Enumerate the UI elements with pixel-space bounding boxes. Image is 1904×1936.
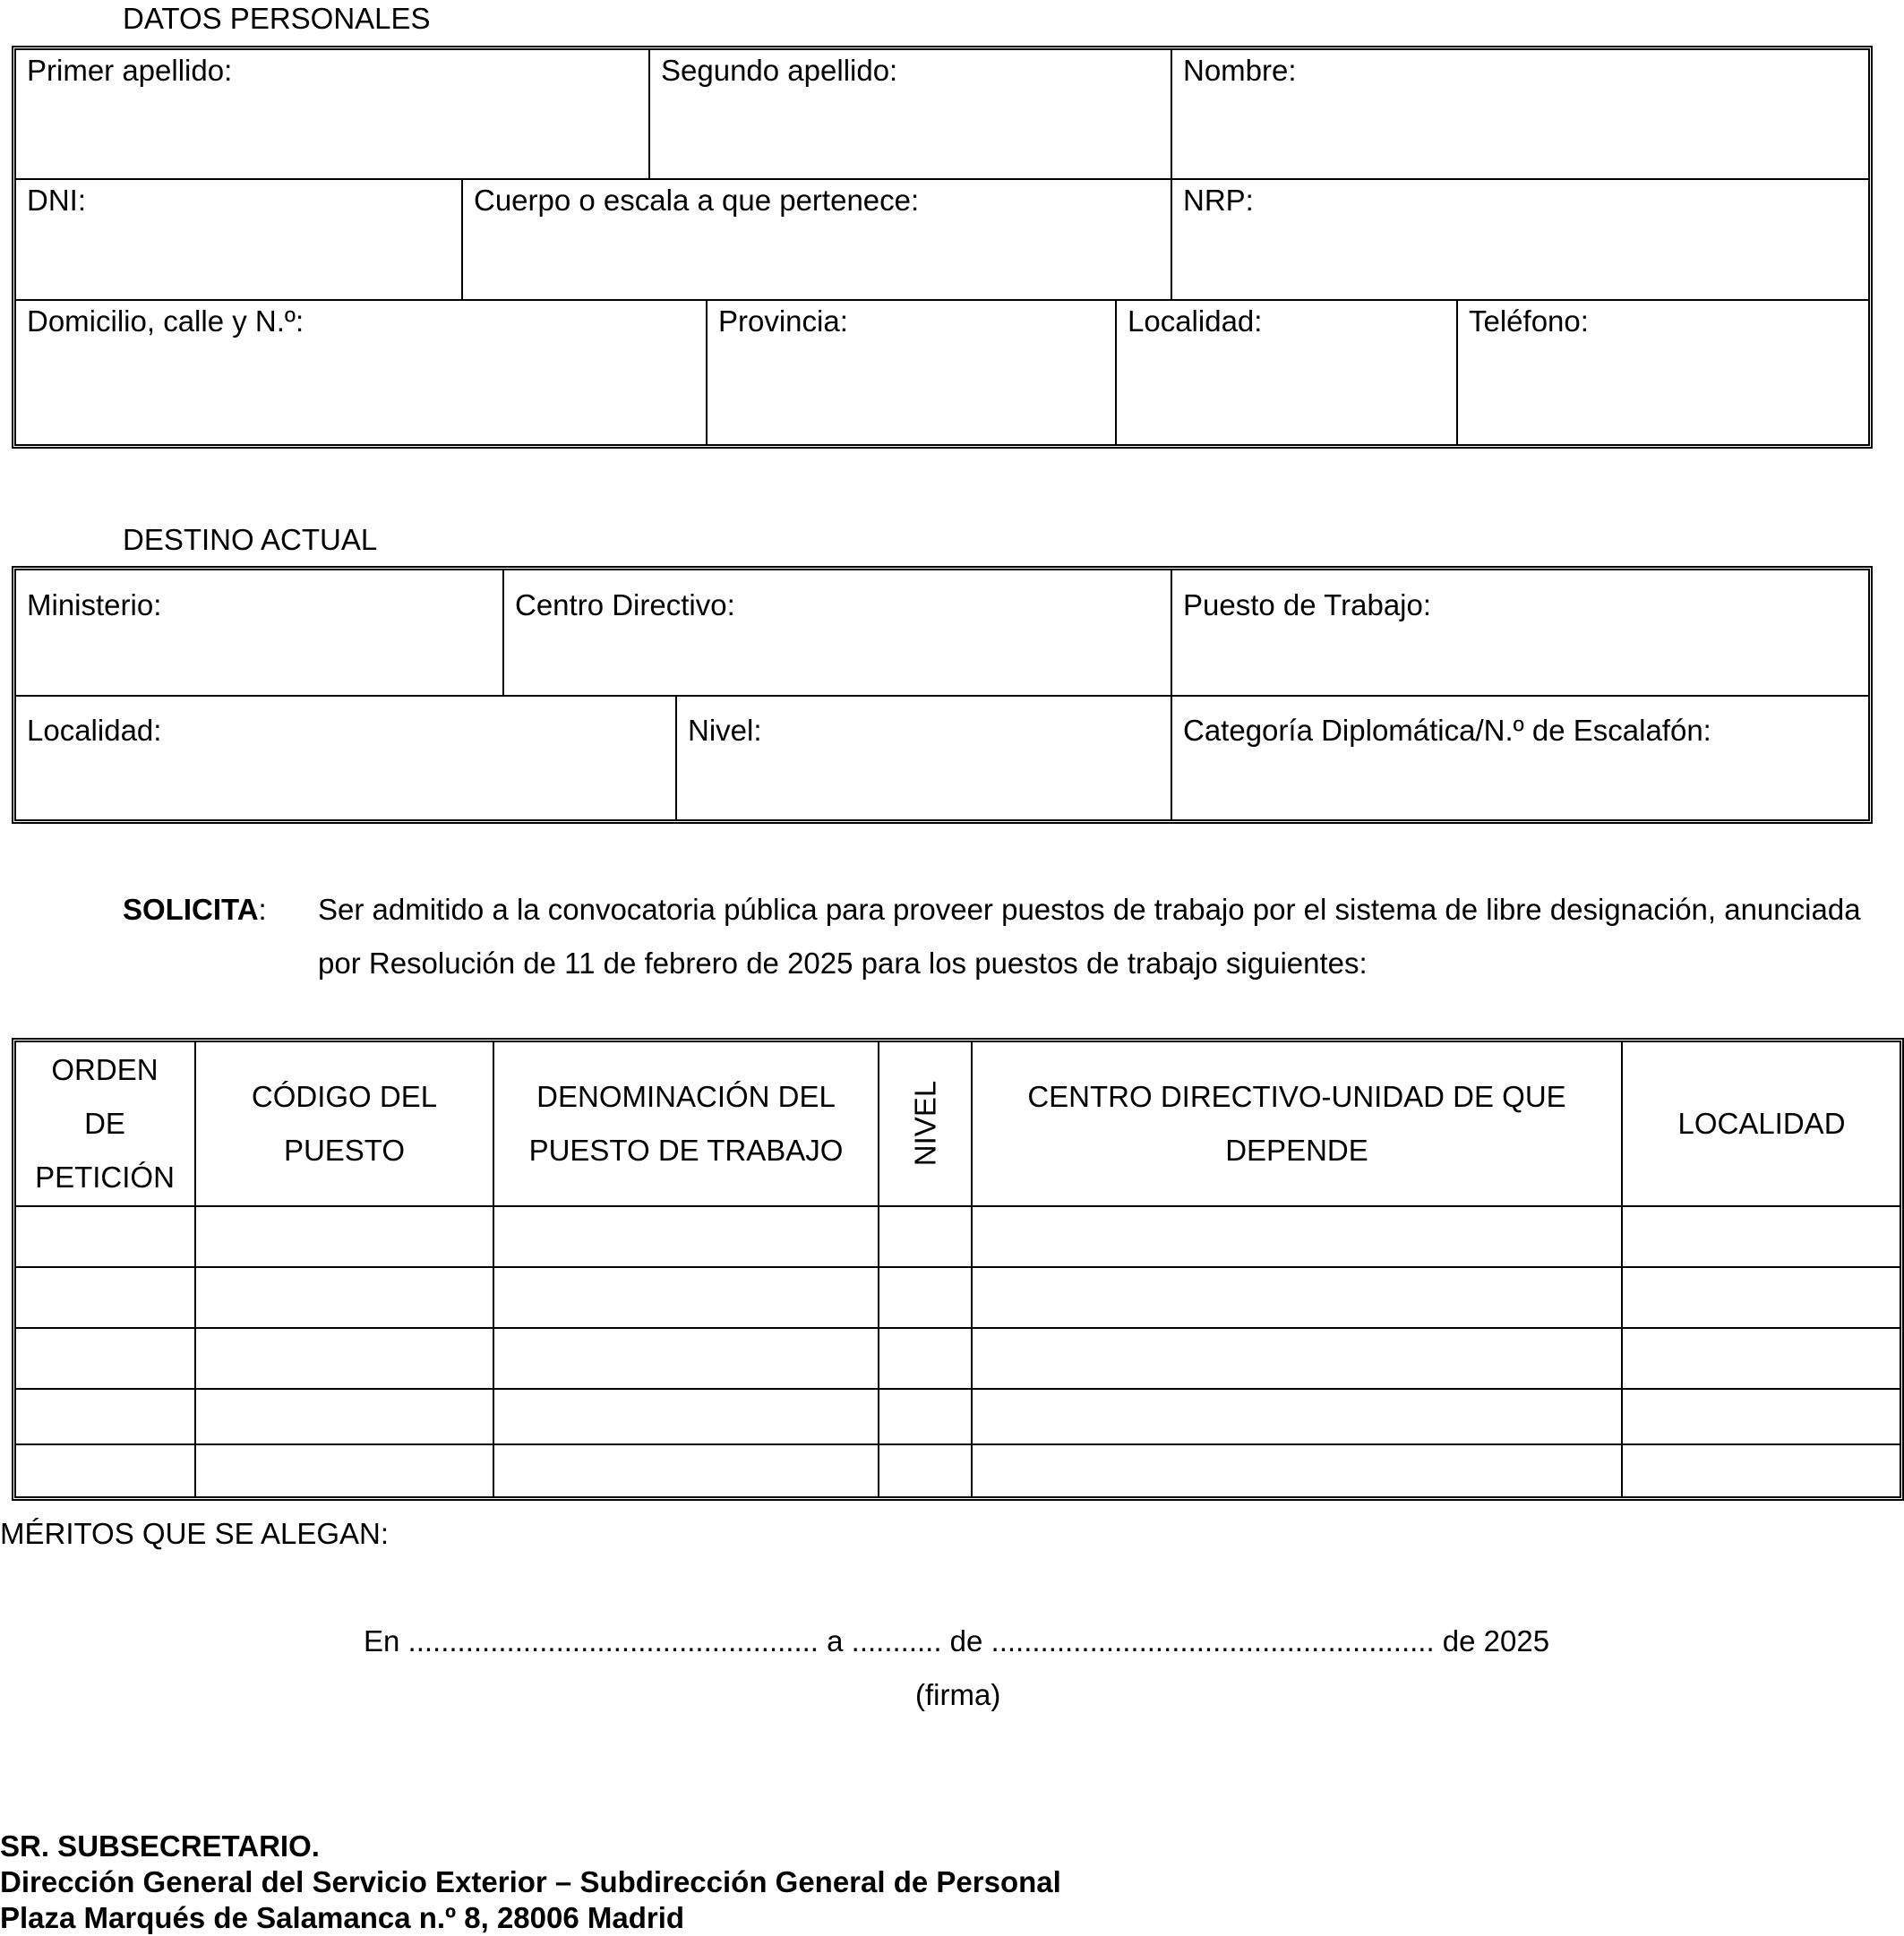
row-divider [15, 299, 1869, 301]
firma-label: (firma) [915, 1678, 1001, 1711]
destino-localidad-field[interactable]: Localidad: [27, 714, 162, 747]
col-divider [1115, 301, 1117, 445]
header-denominacion [494, 1041, 878, 1205]
header-nivel-cell [879, 1041, 971, 1205]
dni-field[interactable]: DNI: [27, 184, 86, 217]
header-nivel: NIVEL [908, 1080, 942, 1167]
solicita-line: por Resolución de 11 de febrero de 2025 para los puestos de trabajo siguientes: [318, 947, 1368, 980]
header-codigo-line: PUESTO [283, 1133, 406, 1167]
nivel-field[interactable]: Nivel: [688, 714, 762, 747]
table-row[interactable] [15, 1390, 1900, 1443]
col-divider [1171, 49, 1172, 178]
table-row[interactable] [15, 1268, 1900, 1327]
solicita-keyword: SOLICITA [123, 893, 259, 926]
solicita-label [123, 883, 267, 937]
header-codigo-line: CÓDIGO DEL [251, 1079, 438, 1113]
primer-apellido-field[interactable]: Primer apellido: [27, 54, 233, 87]
solicita-text [318, 883, 1876, 990]
footer-address [0, 1829, 1061, 1936]
header-centro-line: DEPENDE [1225, 1133, 1368, 1167]
header-centro-line: CENTRO DIRECTIVO-UNIDAD DE QUE [1027, 1079, 1566, 1113]
footer-line: Plaza Marqués de Salamanca n.º 8, 28006 Madrid [0, 1901, 685, 1934]
row-divider [15, 695, 1869, 697]
row-divider [15, 178, 1869, 180]
col-divider [1171, 570, 1172, 695]
ministerio-field[interactable]: Ministerio: [27, 588, 162, 621]
header-denominacion-line: PUESTO DE TRABAJO [528, 1133, 844, 1167]
header-centro [973, 1041, 1621, 1205]
header-localidad-label: LOCALIDAD [1677, 1106, 1846, 1140]
header-orden-line: PETICIÓN [35, 1160, 175, 1194]
header-orden-line: ORDEN [51, 1052, 159, 1086]
personal-frame [12, 46, 1873, 449]
nombre-field[interactable]: Nombre: [1183, 54, 1297, 87]
col-divider [706, 301, 708, 445]
col-divider [502, 570, 504, 695]
header-localidad [1623, 1041, 1900, 1205]
solicita-colon: : [258, 893, 267, 926]
header-denominacion-line: DENOMINACIÓN DEL [536, 1079, 836, 1113]
col-divider [1456, 301, 1458, 445]
header-orden [15, 1041, 194, 1205]
localidad-field[interactable]: Localidad: [1128, 304, 1263, 338]
header-codigo [196, 1041, 493, 1205]
solicita-line: Ser admitido a la convocatoria pública para proveer puestos de trabajo por el sistema de libre designación, anunciada [318, 893, 1861, 926]
nrp-field[interactable]: NRP: [1183, 184, 1254, 217]
centro-directivo-field[interactable]: Centro Directivo: [515, 588, 735, 621]
col-divider [1171, 180, 1172, 299]
table-row[interactable] [15, 1329, 1900, 1388]
section-title-destino: DESTINO ACTUAL [123, 523, 378, 556]
header-orden-line: DE [84, 1106, 125, 1140]
footer-line: SR. SUBSECRETARIO. [0, 1829, 320, 1863]
telefono-field[interactable]: Teléfono: [1469, 304, 1589, 338]
categoria-field[interactable]: Categoría Diplomática/N.º de Escalafón: [1183, 714, 1711, 747]
provincia-field[interactable]: Provincia: [718, 304, 848, 338]
table-row[interactable] [15, 1207, 1900, 1266]
col-divider [648, 49, 650, 178]
domicilio-field[interactable]: Domicilio, calle y N.º: [27, 304, 304, 338]
segundo-apellido-field[interactable]: Segundo apellido: [661, 54, 898, 87]
col-divider [1171, 697, 1172, 820]
cuerpo-escala-field[interactable]: Cuerpo o escala a que pertenece: [474, 184, 920, 217]
col-divider [675, 697, 677, 820]
meritos-label: MÉRITOS QUE SE ALEGAN: [0, 1517, 390, 1550]
table-row[interactable] [15, 1445, 1900, 1497]
fecha-line[interactable]: En .................................................. a ........... de ...................................................... de 2025 [364, 1624, 1550, 1658]
section-title-personal: DATOS PERSONALES [123, 2, 431, 35]
footer-line: Dirección General del Servicio Exterior – Subdirección General de Personal [0, 1865, 1061, 1898]
col-divider [461, 180, 463, 299]
puesto-trabajo-field[interactable]: Puesto de Trabajo: [1183, 588, 1432, 621]
